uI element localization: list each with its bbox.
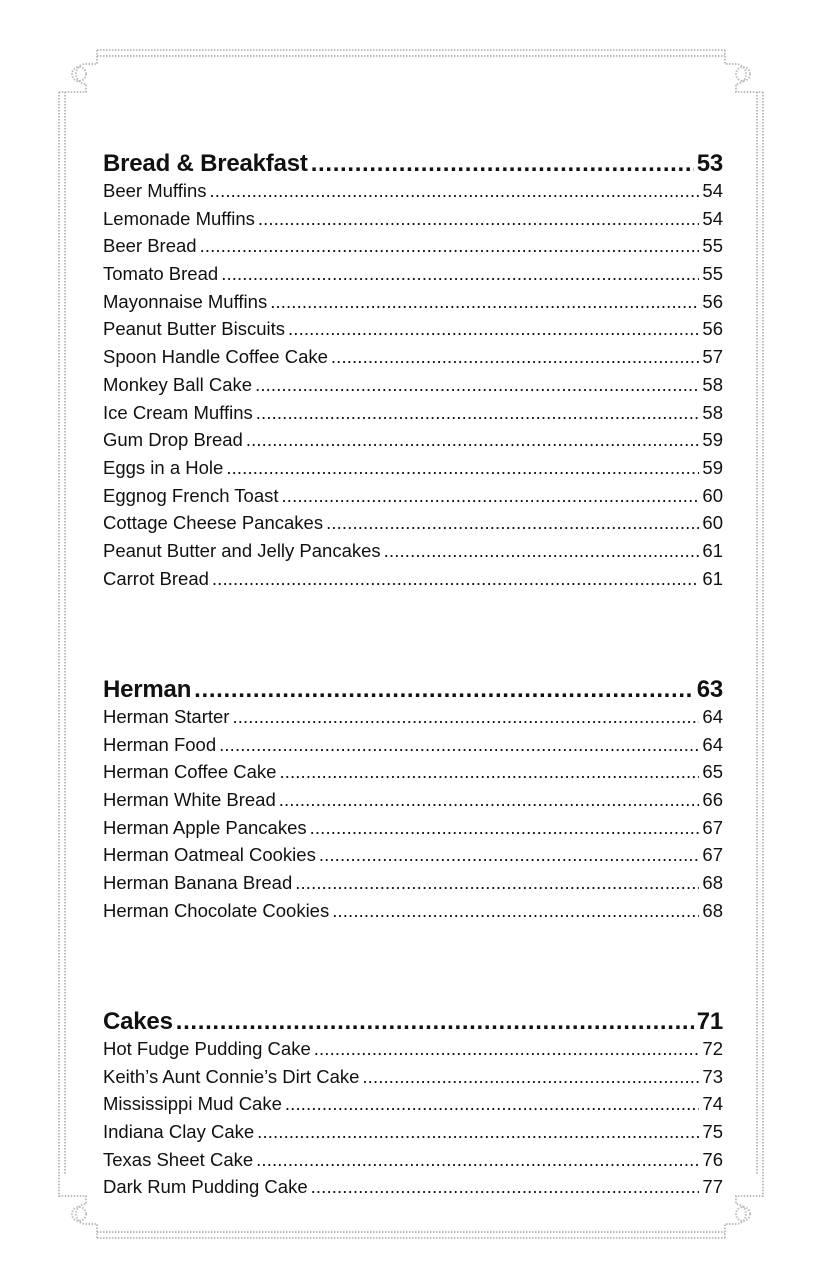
dot-leader	[176, 1008, 694, 1036]
toc-section-cakes	[103, 1008, 723, 1204]
section-heading	[103, 1008, 723, 1038]
dot-leader	[256, 1149, 699, 1171]
toc-entry	[103, 1038, 723, 1066]
toc-entry	[103, 789, 723, 817]
entry-page-number: 59	[702, 429, 723, 451]
toc-section-herman	[103, 676, 723, 928]
entry-page-number: 54	[702, 207, 723, 229]
entry-title: Herman Banana Bread	[103, 872, 293, 894]
dot-leader	[279, 789, 700, 811]
dot-leader	[362, 1066, 699, 1088]
section-page-number: 71	[696, 1008, 723, 1035]
toc-entry	[103, 208, 723, 236]
toc-entry	[103, 734, 723, 762]
entry-title: Herman Starter	[103, 706, 230, 727]
toc-entry	[103, 1121, 723, 1149]
toc-entry	[103, 180, 723, 208]
section-heading	[103, 150, 723, 180]
toc-entry	[103, 429, 723, 457]
dot-leader	[288, 318, 699, 340]
dot-leader	[319, 844, 700, 866]
entry-page-number: 67	[702, 844, 723, 866]
dot-leader	[311, 150, 694, 178]
entry-title: Gum Drop Bread	[103, 429, 243, 451]
dot-leader	[311, 1176, 700, 1198]
entry-title: Indiana Clay Cake	[103, 1121, 255, 1143]
entry-title: Peanut Butter Biscuits	[103, 318, 286, 340]
entry-title: Eggnog French Toast	[103, 484, 279, 506]
toc-entry	[103, 402, 723, 430]
dot-leader	[256, 402, 700, 424]
entry-page-number: 60	[702, 512, 723, 534]
toc-entry	[103, 706, 723, 734]
toc-entry	[103, 1149, 723, 1177]
dot-leader	[295, 872, 699, 894]
toc-entry	[103, 1176, 723, 1204]
toc-entry	[103, 900, 723, 928]
dot-leader	[226, 457, 699, 479]
toc-entry	[103, 817, 723, 845]
toc-entry	[103, 1066, 723, 1094]
dot-leader	[314, 1038, 700, 1060]
entry-page-number: 54	[702, 180, 723, 201]
entry-page-number: 64	[702, 733, 723, 755]
section-page-number: 63	[696, 676, 723, 703]
section-title: Cakes	[103, 1008, 173, 1035]
toc-entry	[103, 374, 723, 402]
section-title: Herman	[103, 676, 192, 703]
entry-title: Eggs in a Hole	[103, 456, 224, 478]
entry-title: Keith’s Aunt Connie’s Dirt Cake	[103, 1065, 360, 1087]
entry-title: Texas Sheet Cake	[103, 1148, 254, 1170]
entry-page-number: 67	[702, 816, 723, 838]
entry-page-number: 75	[702, 1121, 723, 1143]
entry-title: Spoon Handle Coffee Cake	[103, 346, 328, 368]
section-title: Bread & Breakfast	[103, 150, 308, 177]
entry-page-number: 68	[702, 899, 723, 921]
dot-leader	[310, 817, 700, 839]
toc-entry	[103, 568, 723, 596]
entry-page-number: 77	[702, 1176, 723, 1198]
dot-leader	[219, 734, 699, 756]
entry-page-number: 61	[702, 539, 723, 561]
entry-title: Tomato Bread	[103, 263, 219, 285]
dot-leader	[282, 485, 700, 507]
dot-leader	[331, 346, 700, 368]
dot-leader	[255, 374, 699, 396]
entry-page-number: 61	[702, 567, 723, 589]
entry-page-number: 66	[702, 789, 723, 811]
entry-page-number: 57	[702, 346, 723, 368]
entry-title: Herman Coffee Cake	[103, 761, 277, 783]
entry-title: Herman White Bread	[103, 789, 276, 811]
dot-leader	[210, 180, 700, 202]
toc-entry	[103, 1093, 723, 1121]
toc-entry	[103, 318, 723, 346]
entry-page-number: 72	[702, 1038, 723, 1059]
dot-leader	[221, 263, 699, 285]
entry-title: Lemonade Muffins	[103, 207, 255, 229]
entry-title: Mayonnaise Muffins	[103, 290, 268, 312]
toc-entry	[103, 235, 723, 263]
entry-title: Mississippi Mud Cake	[103, 1093, 282, 1115]
dot-leader	[270, 291, 699, 313]
entry-page-number: 55	[702, 263, 723, 285]
toc-entry	[103, 844, 723, 872]
toc-entry	[103, 346, 723, 374]
entry-title: Peanut Butter and Jelly Pancakes	[103, 539, 381, 561]
entry-title: Herman Oatmeal Cookies	[103, 844, 316, 866]
toc-entry	[103, 540, 723, 568]
entry-page-number: 76	[702, 1148, 723, 1170]
entry-title: Hot Fudge Pudding Cake	[103, 1038, 311, 1059]
entry-title: Ice Cream Muffins	[103, 401, 253, 423]
entry-page-number: 56	[702, 290, 723, 312]
entry-title: Cottage Cheese Pancakes	[103, 512, 324, 534]
entry-title: Dark Rum Pudding Cake	[103, 1176, 308, 1198]
entry-page-number: 55	[702, 235, 723, 257]
entry-page-number: 68	[702, 872, 723, 894]
toc-entry	[103, 761, 723, 789]
entry-page-number: 74	[702, 1093, 723, 1115]
section-page-number: 53	[696, 150, 723, 177]
toc-entry	[103, 512, 723, 540]
dot-leader	[232, 706, 699, 728]
entry-page-number: 64	[702, 706, 723, 727]
dot-leader	[212, 568, 700, 590]
dot-leader	[257, 1121, 699, 1143]
dot-leader	[246, 429, 700, 451]
entry-page-number: 58	[702, 373, 723, 395]
dot-leader	[279, 761, 699, 783]
toc-entry	[103, 872, 723, 900]
entry-title: Beer Muffins	[103, 180, 207, 201]
entry-page-number: 60	[702, 484, 723, 506]
dot-leader	[384, 540, 700, 562]
dot-leader	[332, 900, 699, 922]
toc-entry	[103, 485, 723, 513]
dot-leader	[285, 1093, 700, 1115]
entry-page-number: 59	[702, 456, 723, 478]
entry-title: Herman Food	[103, 733, 217, 755]
entry-page-number: 56	[702, 318, 723, 340]
entry-page-number: 73	[702, 1065, 723, 1087]
dot-leader	[200, 235, 700, 257]
dot-leader	[194, 676, 694, 704]
entry-title: Carrot Bread	[103, 567, 209, 589]
entry-title: Monkey Ball Cake	[103, 373, 253, 395]
entry-page-number: 65	[702, 761, 723, 783]
entry-title: Herman Apple Pancakes	[103, 816, 307, 838]
dot-leader	[326, 512, 699, 534]
dot-leader	[258, 208, 700, 230]
toc-entry	[103, 291, 723, 319]
entry-title: Beer Bread	[103, 235, 197, 257]
entry-page-number: 58	[702, 401, 723, 423]
toc-entry	[103, 263, 723, 291]
section-heading	[103, 676, 723, 706]
entry-title: Herman Chocolate Cookies	[103, 899, 330, 921]
toc-entry	[103, 457, 723, 485]
toc-section-bread-breakfast	[103, 150, 723, 595]
